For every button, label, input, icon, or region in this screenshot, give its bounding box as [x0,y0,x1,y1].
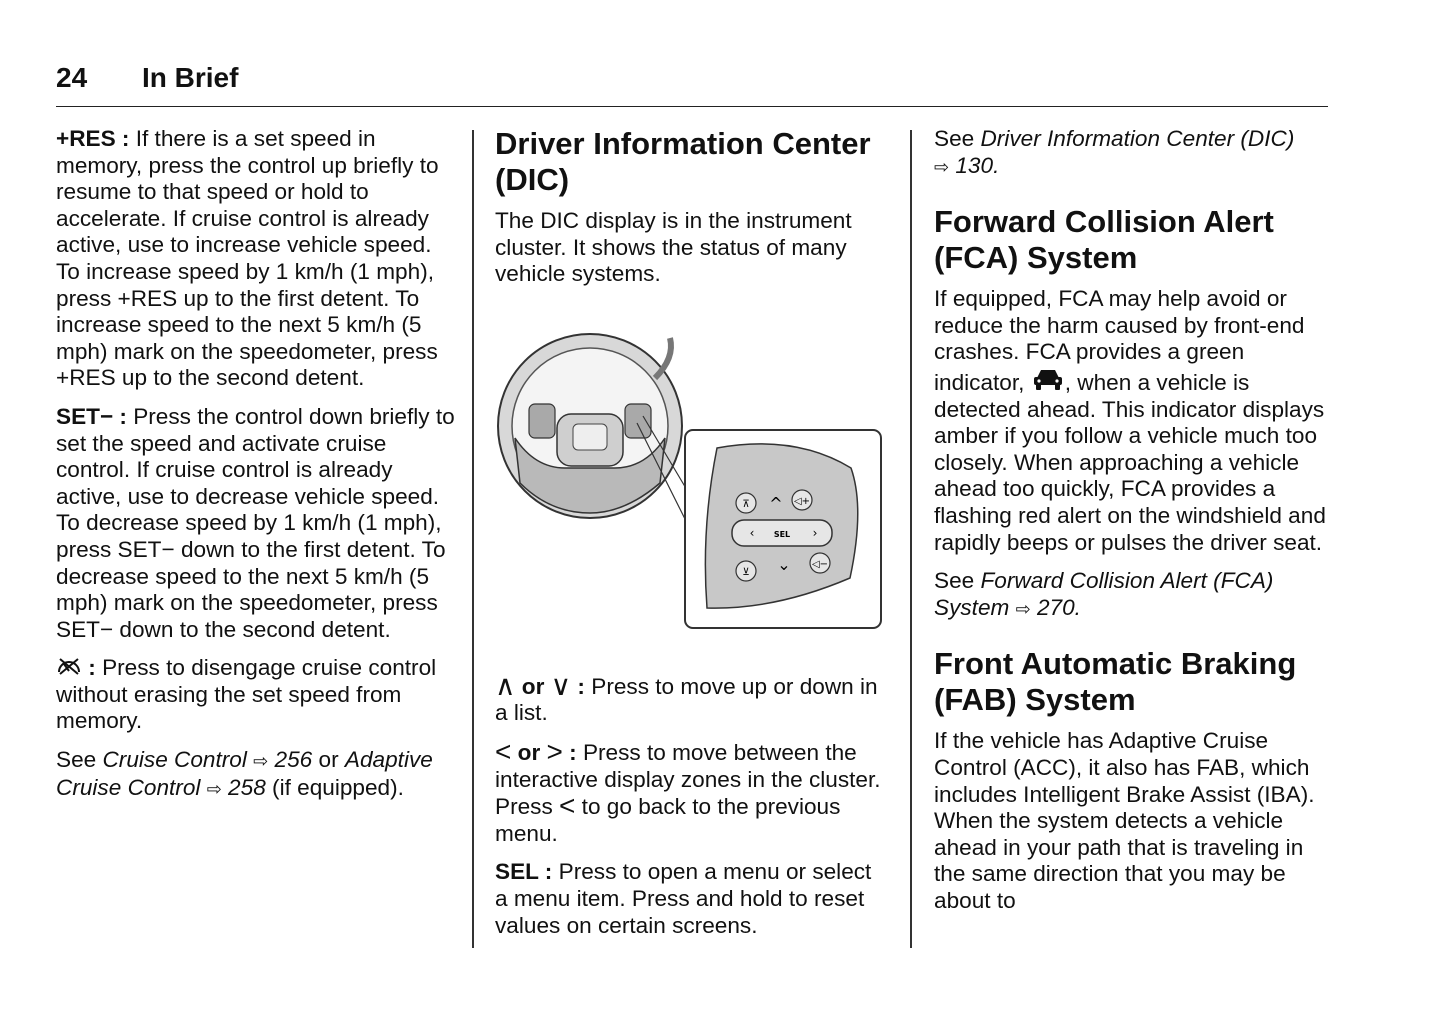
column-divider-2 [910,130,912,948]
down-arrow-icon: ∨ [550,669,572,701]
cancel-paragraph [56,655,456,735]
steering-wheel-illustration [498,334,682,518]
dic-heading: Driver Information Center (DIC) [495,126,871,197]
dic-see-paragraph [934,126,1329,180]
updown-text: Press to move up or down in a list. [495,673,878,726]
svg-text:◁−: ◁− [811,558,829,570]
svg-text:⊻: ⊻ [742,566,750,578]
xref-arrow-icon: ⇨ [253,751,269,772]
fca-link[interactable]: Forward Collision Alert (FCA) System [934,568,1274,620]
cruise-see-paragraph [56,747,456,802]
cruise-cancel-icon [56,655,82,677]
column-1 [56,126,456,814]
set-label: SET− : [56,403,127,429]
section-title: In Brief [142,62,239,93]
column-2 [495,126,890,951]
lr-text-1: Press to move between the interactive display zones in the cluster. Press [495,739,881,820]
updown-or: or [515,673,551,699]
cancel-text: Press to disengage cruise control without erasing the set speed from memory. [56,655,437,734]
see-prefix: See [934,568,981,594]
fca-see-paragraph [934,568,1329,622]
set-paragraph [56,404,456,643]
svg-text:⊼: ⊼ [742,498,750,510]
svg-text:⌄: ⌄ [777,554,791,574]
sel-paragraph [495,859,890,939]
right-arrow-icon: > [546,735,563,767]
cruise-control-page: 256 [268,747,313,773]
column-3 [934,126,1329,926]
xref-arrow-icon: ⇨ [1015,598,1031,619]
vehicle-ahead-icon [1031,366,1065,392]
leftright-paragraph [495,735,890,847]
fab-paragraph: If the vehicle has Adaptive Cruise Control (ACC), it also has FAB, which includes Intelligent Brake Assist (IBA). When the system detects a vehicle ahead in your path that is traveling in the same direction that you may be about to [934,728,1315,913]
fca-heading: Forward Collision Alert (FCA) System [934,204,1274,276]
adaptive-cruise-page: 258 [221,774,266,800]
column-divider-1 [472,130,474,948]
control-pad-zoom [685,430,881,628]
steering-wheel-figure [495,318,885,633]
svg-text:‹: ‹ [749,525,755,540]
set-text: Press the control down briefly to set the speed and activate cruise control. If cruise control is already active, use to decrease vehicle speed. To decrease speed by 1 km/h (1 mph), press SET− down to the first detent. To decrease speed to the next 5 km/h (5 mph) mark on the speedometer, press SET− down to the second detent. [56,403,455,642]
cancel-label: : [82,655,96,681]
fca-text-2: , when a vehicle is detected ahead. This indicator displays amber if you follow a vehicle much too closely. When approaching a vehicle ahead too quickly, FCA provides a flashing red alert on the windshield and rapidly beeps or pulses the driver seat. [934,369,1326,555]
fca-paragraph [934,286,1329,556]
see-or: or [312,747,345,773]
page-number: 24 [56,62,88,93]
sel-label: SEL : [495,859,553,885]
dic-intro: The DIC display is in the instrument cluster. It shows the status of many vehicle systems. [495,208,852,287]
back-arrow-icon: < [559,790,576,822]
see-prefix: See [56,747,103,773]
svg-text:◁+: ◁+ [793,495,811,507]
res-paragraph [56,126,456,392]
sel-button-label: SEL [773,529,791,539]
svg-text:›: › [812,525,818,540]
fab-heading: Front Automatic Braking (FAB) System [934,646,1297,718]
lr-colon: : [562,739,577,765]
cruise-control-link[interactable]: Cruise Control [102,747,247,773]
xref-arrow-icon: ⇨ [934,156,950,177]
res-text: If there is a set speed in memory, press the control up briefly to resume to that speed or hold to accelerate. If cruise control is already active, use to increase vehicle speed. To increase speed by 1 km/h (1 mph), press +RES up to the first detent. To increase speed to the next 5 km/h (5 mph) mark on the speedometer, press +RES up to the second detent. [56,126,439,391]
left-arrow-icon: < [495,735,512,767]
fca-page: 270. [1030,594,1081,620]
svg-text:^: ^ [769,493,783,513]
lr-or: or [511,739,547,765]
see-prefix: See [934,126,981,151]
dic-link[interactable]: Driver Information Center (DIC) [980,126,1295,151]
fca-text-1: If equipped, FCA may help avoid or reduce the harm caused by front-end crashes. FCA provides a green indicator, [934,286,1305,395]
see-suffix: (if equipped). [265,774,404,800]
page-header [56,60,1328,107]
updown-paragraph [495,669,890,727]
up-arrow-icon: ∧ [495,669,516,701]
dic-page: 130. [949,152,1000,178]
xref-arrow-icon: ⇨ [206,778,222,799]
res-label: +RES : [56,126,130,151]
updown-colon: : [571,673,585,699]
adaptive-cruise-link[interactable]: Adaptive Cruise Control [56,747,433,800]
lr-text-2: to go back to the previous menu. [495,794,841,846]
sel-text: Press to open a menu or select a menu item. Press and hold to reset values on certain screens. [495,859,872,938]
